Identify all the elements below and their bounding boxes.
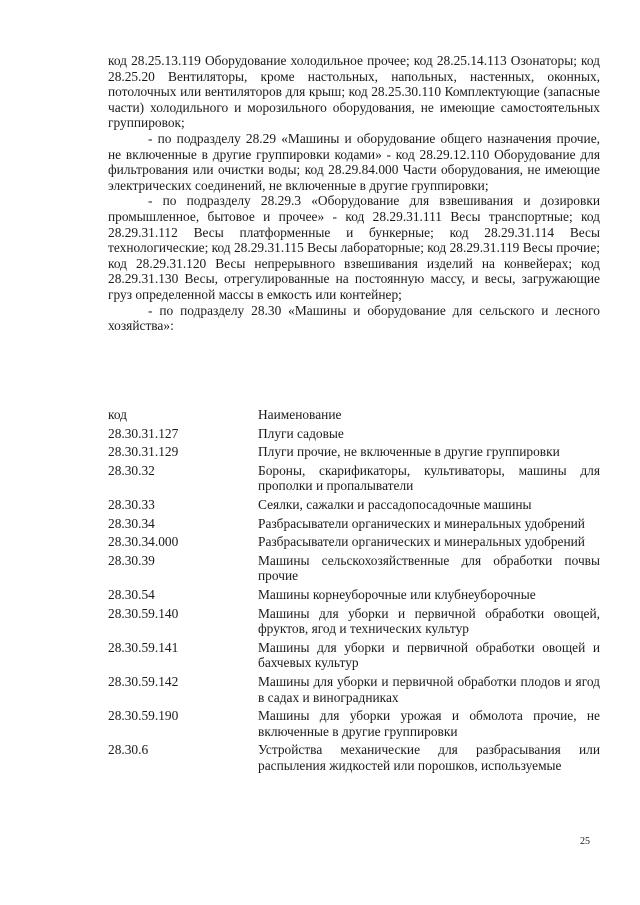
table-row	[108, 674, 600, 705]
table-row	[108, 640, 600, 671]
row-code: 28.30.59.142	[108, 673, 179, 689]
table-header	[108, 407, 600, 423]
table-row	[108, 463, 600, 494]
paragraph: код 28.25.13.119 Оборудование холодильное прочее; код 28.25.14.113 Озонаторы; код 28.25.20 Вентиляторы, кроме настольных, напольных, настенных, оконных, потолочных или вентиляторов для крыш; код 28.25.30.110 Комплектующие (запасные части) холодильного и морозильного оборудования, не имеющие самостоятельных группировок;	[108, 53, 600, 131]
table-row	[108, 516, 600, 532]
row-code: 28.30.54	[108, 586, 155, 602]
row-code: 28.30.31.127	[108, 425, 179, 441]
table-row	[108, 553, 600, 584]
row-code: 28.30.59.140	[108, 605, 179, 621]
row-name: Машины для уборки урожая и обмолота прочие, не включенные в другие группировки	[258, 708, 600, 739]
row-name: Машины для уборки и первичной обработки овощей и бахчевых культур	[258, 639, 600, 671]
row-name: Разбрасыватели органических и минеральных удобрений	[258, 515, 585, 531]
row-code: 28.30.59.190	[108, 708, 179, 724]
row-name: Разбрасыватели органических и минеральных удобрений	[258, 534, 585, 550]
row-name: Машины корнеуборочные или клубнеуборочные	[258, 586, 536, 602]
row-code: 28.30.59.141	[108, 639, 179, 655]
header-code: код	[108, 407, 127, 422]
table-row	[108, 534, 600, 550]
row-code: 28.30.32	[108, 462, 155, 478]
table-row	[108, 606, 600, 637]
row-name: Машины для уборки и первичной обработки плодов и ягод в садах и виноградниках	[258, 673, 600, 705]
row-code: 28.30.34	[108, 515, 155, 531]
row-name: Устройства механические для разбрасывания или распыления жидкостей или порошков, используемые	[258, 742, 600, 773]
row-name: Машины сельскохозяйственные для обработки почвы прочие	[258, 552, 600, 584]
row-name: Плуги прочие, не включенные в другие группировки	[258, 444, 560, 460]
paragraph: - по подразделу 28.29 «Машины и оборудование общего назначения прочие, не включенные в другие группировки кодами» - код 28.29.12.110 Оборудование для фильтрования или очистки воды; код 28.29.84.000 Части оборудования, не имеющие электрических соединений, не включенные в другие группировки;	[108, 130, 600, 193]
header-name: Наименование	[258, 407, 342, 422]
row-code: 28.30.33	[108, 496, 155, 512]
codes-table	[108, 407, 600, 776]
row-name: Бороны, скарификаторы, культиваторы, машины для прополки и пропалыватели	[258, 462, 600, 494]
table-row	[108, 497, 600, 513]
paragraph: - по подразделу 28.29.3 «Оборудование для взвешивания и дозировки промышленное, бытовое и прочее» - код 28.29.31.111 Весы транспортные; код 28.29.31.112 Весы платформенные и бункерные; код 28.29.31.114 Весы технологические; код 28.29.31.115 Весы лабораторные; код 28.29.31.119 Весы прочие; код 28.29.31.120 Весы непрерывного взвешивания изделий на конвейерах; код 28.29.31.130 Весы, отрегулированные на постоянную массу, и весы, загружающие груз определенной массы в емкость или контейнер;	[108, 193, 600, 302]
row-code: 28.30.31.129	[108, 444, 179, 460]
row-name: Плуги садовые	[258, 425, 344, 441]
table-row	[108, 426, 600, 442]
table-row	[108, 587, 600, 603]
paragraph: - по подразделу 28.30 «Машины и оборудование для сельского и лесного хозяйства»:	[108, 302, 600, 334]
row-name: Сеялки, сажалки и рассадопосадочные машины	[258, 496, 532, 512]
row-code: 28.30.6	[108, 742, 149, 758]
row-code: 28.30.39	[108, 552, 155, 568]
page-number: 25	[580, 836, 590, 847]
row-code: 28.30.34.000	[108, 534, 179, 550]
table-row	[108, 742, 600, 773]
body-text	[108, 53, 600, 334]
table-row	[108, 708, 600, 739]
table-row	[108, 444, 600, 460]
row-name: Машины для уборки и первичной обработки овощей, фруктов, ягод и технических культур	[258, 605, 600, 637]
